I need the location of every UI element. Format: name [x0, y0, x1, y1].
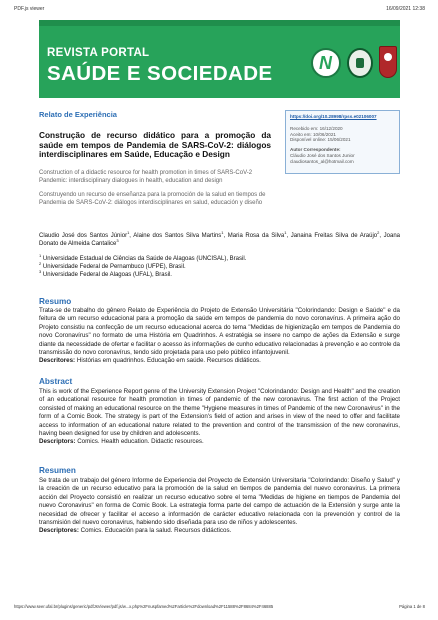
doi-link[interactable]: https://doi.org/10.28998/rpss.e02106007: [290, 114, 377, 119]
resumen-keywords: Comics. Educación para la salud. Recursos didácticos.: [80, 527, 232, 535]
abstract-keywords: Comics. Health education. Didactic resources.: [77, 438, 204, 446]
article-info-box: [285, 110, 400, 174]
browser-footer: [0, 600, 438, 612]
abstract-heading: Abstract: [39, 377, 73, 386]
resumo-keywords-label: Descritores:: [39, 357, 76, 365]
print-datetime: 16/09/2021 12:38: [386, 6, 425, 12]
received-date: Recebido em: 16/12/2020: [290, 125, 343, 131]
author-list: Claudio José dos Santos Júnior$^1$, Alaine dos Santos Silva Martins$^1$, Maria Rosa da Silva$^1$, Janaina Freitas Silva de Araújo$^2$, Joana Donato de Almeida Cantalice$^3$: [39, 230, 401, 248]
abstract-text: This is work of the Experience Report genre of the University Extension Project "Colorindando: Design and Health" and the creation of an educational resource for health promotion in times of pandemic of the new coronavirus. The first action of the Project consisted of making an educational resource on the theme "Hygiene measures in times of Pandemic of the new Coronavirus" in the form of a Comic Book. The strategy is part of the Extension's field of action and arises in view of the need to offer and facilitate access to information of an educational nature related to the prevention and control of the transmission of the new coronavirus, having been designed for use by children and adolescents.: [39, 388, 400, 438]
available-date: Disponível online: 15/06/2021: [290, 137, 351, 143]
resumo-text: Trata-se de trabalho do gênero Relato de Experiência do Projeto de Extensão Universitária "Colorindando: Design e Saúde" e da feitura de um recurso educacional para a promoção da saúde em tempos de pandemia do novo coronavírus. A primeira ação do Projeto consistiu na confecção de um recurso educacional acerca do tema "Medidas de higienização em tempos de Pandemia do novo Coronavírus" no formato de uma História em Quadrinhos. A estratégia se insere no campo de ações da Extensão e surge diante da necessidade de ofertar e facilitar o acesso às informações de cunho educativo relacionadas à prevenção e ao controle da transmissão do novo coronavírus, tendo sido projetada para uso pelo público infantojuvenil.: [39, 307, 400, 357]
affiliation: $^3$ Universidade Federal de Alagoas (UFAL), Brasil.: [39, 269, 172, 278]
article-section: Relato de Experiência: [39, 110, 117, 119]
journal-banner: [39, 20, 400, 98]
author-name: Alaine dos Santos Silva Martins: [133, 233, 222, 239]
author-name: Claudio José dos Santos Júnior: [39, 233, 128, 239]
resumen-text: Se trata de un trabajo del género Informe de Experiencia del Proyecto de Extensión Universitaria "Colorindando: Diseño y Salud" y la creación de un recurso educativo para la promoción de la salud en tiempos de pandemia del nuevo coronavirus. La primera acción del Proyecto consistió en realizar un recurso educativo sobre el tema "Medidas de higiene en tiempos de Pandemia del nuevo Coronavirus" en forma de Comic Book. La estrategia forma parte del campo de actuación de la Extensión y surge ante la necesidad de ofrecer y facilitar el acceso a información de carácter educativo relacionada con la prevención y control de la transmisión del nuevo coronavirus, habiendo sido diseñada para uso de niños y adolescentes.: [39, 477, 400, 527]
resumen-keywords-label: Descriptores:: [39, 527, 79, 535]
corresponding-label: Autor Correspondente:: [290, 147, 341, 153]
author-name: Maria Rosa da Silva: [227, 233, 285, 239]
page-url: https://www.seer.ufal.br/plugins/generic/pdfJsViewer/pdf.js/w...x.php%2Fnuspfamed%2Farticle%2Fdownload%2F11588%2F8684%2F46885: [14, 604, 274, 609]
journal-logo-icon: [311, 48, 341, 78]
resumen-body: [39, 477, 400, 536]
resumo-keywords: Histórias em quadrinhos. Educação em saúde. Recursos didáticos.: [76, 357, 261, 365]
author-name: Joana Donato de Almeida Cantalice: [39, 233, 401, 248]
page-number: Página 1 de 8: [399, 604, 425, 609]
viewer-title: PDF.js viewer: [14, 6, 45, 12]
article-title: Construção de recurso didático para a promoção da saúde em tempos de Pandemia de SARS-CoV-2: diálogos interdisciplinares em Saúde, Educação e Design: [39, 130, 271, 160]
affiliation: $^1$ Universidade Estadual de Ciências da Saúde de Alagoas (UNCISAL), Brasil.: [39, 253, 247, 262]
resumen-heading: Resumen: [39, 466, 76, 475]
journal-name-line2: SAÚDE E SOCIEDADE: [47, 62, 273, 85]
author-name: Janaina Freitas Silva de Araújo: [290, 233, 378, 239]
logo-letter: N: [319, 53, 332, 73]
university-seal-icon: [347, 48, 373, 78]
corresponding-email[interactable]: claudiosantos_al@hotmail.com: [290, 158, 354, 164]
accepted-date: Aceito em: 10/06/2021: [290, 131, 336, 137]
banner-stripe: [39, 20, 400, 26]
abstract-body: [39, 388, 400, 447]
university-crest-icon: [379, 46, 397, 78]
browser-header: [0, 0, 438, 16]
resumo-body: [39, 307, 400, 366]
abstract-keywords-label: Descriptors:: [39, 438, 76, 446]
journal-name-line1: REVISTA PORTAL: [47, 47, 150, 59]
article-title-es: Construyendo un recurso de enseñanza para la promoción de la salud en tiempos de Pandemia de SARS-CoV-2: diálogos interdisciplinares en salud, educación y diseño: [39, 192, 266, 206]
article-title-en: Construction of a didactic resource for health promotion in times of SARS-CoV-2 Pandemic: interdisciplinary dialogues in health, education and design: [39, 170, 253, 184]
resumo-heading: Resumo: [39, 297, 72, 306]
affiliation: $^2$ Universidade Federal de Pernambuco (UFPE), Brasil.: [39, 261, 186, 270]
corresponding-name: Cláudio José dos Santos Junior: [290, 152, 355, 158]
